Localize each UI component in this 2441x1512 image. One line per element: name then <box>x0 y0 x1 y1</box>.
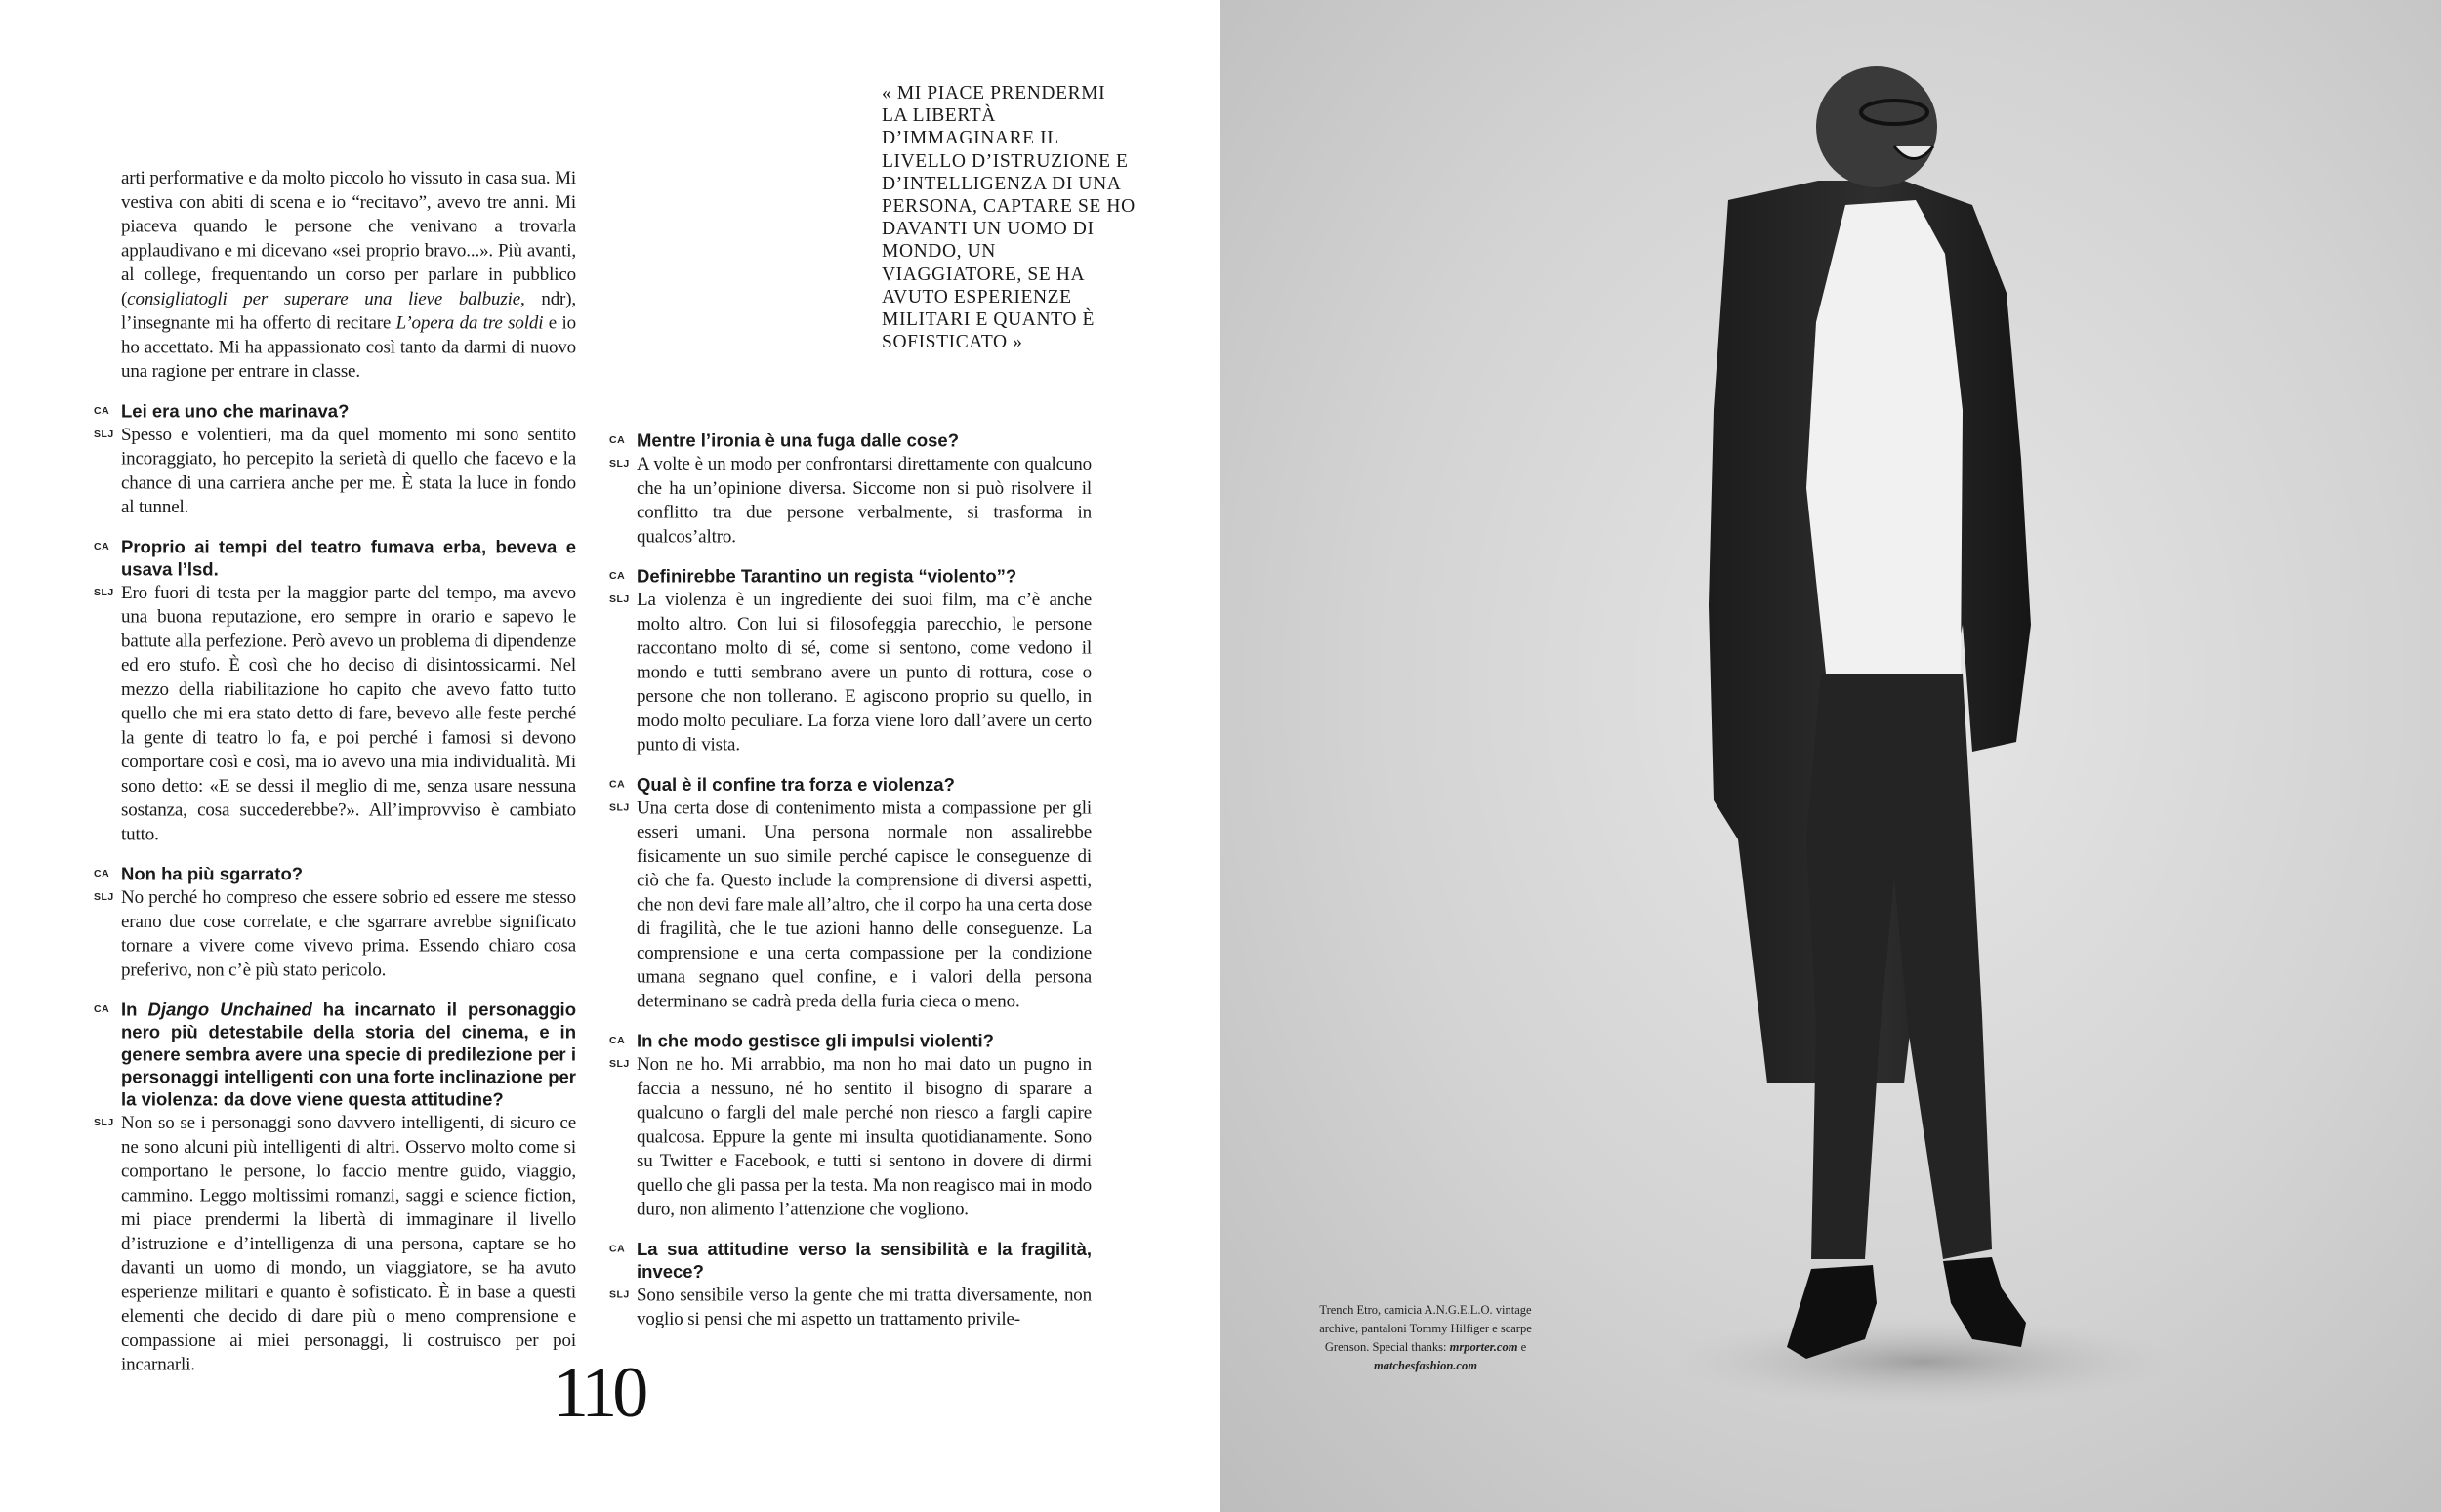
speaker-tag-slj: SLJ <box>609 458 630 470</box>
speaker-tag-ca: CA <box>94 1003 110 1015</box>
speaker-tag-slj: SLJ <box>609 1058 630 1070</box>
question: Proprio ai tempi del teatro fumava erba, beveva e usava l’lsd. <box>121 536 576 580</box>
answer: Una certa dose di contenimento mista a compassione per gli esseri umani. Una persona normale non assalirebbe fisicamente un suo simile perché capisce le conseguenze di ciò che fa. Questo include la comprensione di diversi aspetti, che non devi fare male all’altro, che il corpo ha una certa dose di fragilità, che le tue azioni hanno delle conseguenze. La comprensione e una certa compassione per la condizione umana segnano quel confine, e i valori della persona determinano se cadrà preda della furia cieca o meno. <box>637 797 1092 1011</box>
question: Non ha più sgarrato? <box>121 864 304 884</box>
portrait-photo <box>1220 0 2441 1512</box>
head <box>1816 66 1937 187</box>
question: Mentre l’ironia è una fuga dalle cose? <box>637 430 959 451</box>
speaker-tag-ca: CA <box>94 404 110 417</box>
answer: Non so se i personaggi sono davvero intelligenti, di sicuro ce ne sono alcuni più intelligenti di altri. Osservo molto come si comportano le persone, lo faccio mentre guido, viaggio, cammino. Leggo moltissimi romanzi, saggi e science fiction, mi piace prendermi la libertà di immaginare il livello d’istruzione e d’intelligenza di una persona, captare se ho davanti un uomo di mondo, un viaggiatore, se ha avuto esperienze militari e quanto è sofisticato. È in base a questi elementi che decido di dare più o meno comprensione e compassione ai miei personaggi, li costruisco per poi incarnarli. <box>121 1112 576 1374</box>
pull-quote: « MI PIACE PRENDERMI LA LIBERTÀ D’IMMAGINARE IL LIVELLO D’ISTRUZIONE E D’INTELLIGENZA DI UNA PERSONA, CAPTARE SE HO DAVANTI UN UOMO DI MONDO, UN VIAGGIATORE, SE HA AVUTO ESPERIENZE MILITARI E QUANTO È SOFISTICATO » <box>882 83 1136 353</box>
question: La sua attitudine verso la sensibilità e la fragilità, invece? <box>637 1239 1092 1282</box>
speaker-tag-slj: SLJ <box>94 428 114 440</box>
answer: Spesso e volentieri, ma da quel momento mi sono sentito incoraggiato, ho percepito la serietà di quello che facevo e la chance di una carriera anche per me. È stata la luce in fondo al tunnel. <box>121 424 576 517</box>
qa-block <box>609 1030 1092 1221</box>
question: In che modo gestisce gli impulsi violenti? <box>637 1031 994 1051</box>
question: Definirebbe Tarantino un regista “violento”? <box>637 566 1017 587</box>
page-number: 110 <box>553 1353 644 1433</box>
question: Qual è il confine tra forza e violenza? <box>637 774 955 795</box>
speaker-tag-slj: SLJ <box>609 1288 630 1300</box>
speaker-tag-ca: CA <box>94 868 110 879</box>
floor-shadow <box>1670 1318 2177 1406</box>
qa-block <box>609 429 1092 549</box>
speaker-tag-slj: SLJ <box>94 1117 114 1128</box>
left-page <box>0 0 1220 1512</box>
photo-caption: Trench Etro, camicia A.N.G.E.L.O. vintage archive, pantaloni Tommy Hilfiger e scarpe Grenson. Special thanks: mrporter.com e matchesfashion.com <box>1319 1303 1532 1372</box>
right-page-photo <box>1220 0 2441 1512</box>
answer: Ero fuori di testa per la maggior parte del tempo, ma avevo una buona reputazione, ero sempre in orario e sapevo le battute alla perfezione. Però avevo un problema di dipendenze ed ero stufo. È così che ho deciso di disintossicarmi. Nel mezzo della riabilitazione ho capito che avevo fatto tutto quello che mi era stato detto di fare, bevevo alle feste perché la gente di teatro lo fa, e poi perché i famosi si devono comportare così e così, ma io avevo una mia individualità. Mi sono detto: «E se dessi il meglio di me, senza usare nessuna sostanza, cosa succederebbe?». All’improvviso è cambiato tutto. <box>121 582 576 844</box>
question: Lei era uno che marinava? <box>121 400 350 422</box>
speaker-tag-slj: SLJ <box>94 586 114 598</box>
intro-paragraph: arti performative e da molto piccolo ho vissuto in casa sua. Mi vestiva con abiti di scena e io “recitavo”, avevo tre anni. Mi piaceva quando le persone che venivano a trovarla applaudivano e mi dicevano «sei proprio bravo...». Più avanti, al college, frequentando un corso per parlare in pubblico (consigliatogli per superare una lieve balbuzie, ndr), l’insegnante mi ha offerto di recitare L’opera da tre soldi e io ho accettato. Mi ha appassionato così tanto da darmi di nuovo una ragione per entrare in classe. <box>121 167 576 382</box>
speaker-tag-ca: CA <box>609 1035 626 1046</box>
answer: La violenza è un ingrediente dei suoi film, ma c’è anche molto altro. Con lui si filosofeggia parecchio, le persone raccontano molto di sé, come si sentono, come vedono il mondo e tutti sembrano avere un punto di rottura, cose o persone che non tollerano. E agiscono proprio su quello, in modo molto peculiare. La forza viene loro dall’avere un certo punto di vista. <box>637 589 1092 755</box>
answer: No perché ho compreso che essere sobrio ed essere me stesso erano due cose correlate, e che sgarrare avrebbe significato tornare a vivere come vivevo prima. Essendo chiaro cosa preferivo, non c’è più stato pericolo. <box>121 886 576 980</box>
interview-column-left <box>94 166 576 1376</box>
speaker-tag-ca: CA <box>609 434 626 446</box>
interview-column-right <box>609 429 1092 1331</box>
answer: A volte è un modo per confrontarsi direttamente con qualcuno che ha un’opinione diversa. Siccome non si può risolvere il conflitto tra due persone verbalmente, si trasforma in qualcos’altro. <box>637 453 1092 547</box>
question: In Django Unchained ha incarnato il personaggio nero più detestabile della storia del cinema, e in genere sembra avere una specie di predilezione per i personaggi intelligenti con una forte inclinazione per la violenza: da dove viene questa attitudine? <box>121 1000 576 1110</box>
qa-block <box>94 536 576 846</box>
qa-block <box>94 863 576 982</box>
qa-block <box>94 999 576 1376</box>
answer: Sono sensibile verso la gente che mi tratta diversamente, non voglio si pensi che mi aspetto un trattamento privile- <box>637 1284 1092 1329</box>
qa-block <box>94 400 576 519</box>
answer: Non ne ho. Mi arrabbio, ma non ho mai dato un pugno in faccia a nessuno, né ho sentito il bisogno di sparare a qualcuno o fargli del male perché non riesco a fargli capire qualcosa. Eppure la gente mi insulta quotidianamente. Sono su Twitter e Facebook, e tutti si sentono in dovere di dirmi quello che gli passa per la testa. Ma non reagisco mai in modo duro, non alimento l’attenzione che vogliono. <box>637 1053 1092 1219</box>
speaker-tag-ca: CA <box>609 1243 626 1254</box>
speaker-tag-slj: SLJ <box>94 891 114 903</box>
qa-block <box>609 1238 1092 1331</box>
speaker-tag-ca: CA <box>609 570 626 582</box>
turtleneck-shirt <box>1806 200 1963 683</box>
qa-block <box>609 773 1092 1013</box>
speaker-tag-slj: SLJ <box>609 593 630 605</box>
speaker-tag-slj: SLJ <box>609 801 630 813</box>
qa-block <box>609 565 1092 756</box>
speaker-tag-ca: CA <box>609 778 626 790</box>
speaker-tag-ca: CA <box>94 540 110 552</box>
